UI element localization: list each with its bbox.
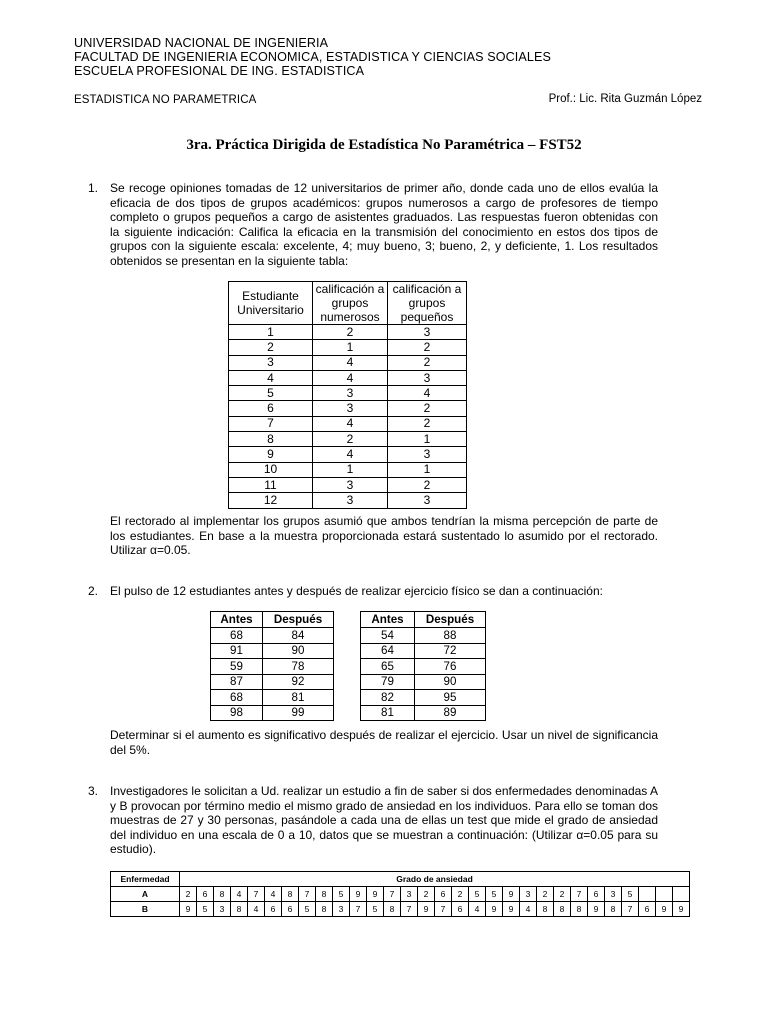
table-cell: 9 <box>180 902 197 917</box>
table-cell: 5 <box>622 887 639 902</box>
table-cell: 64 <box>361 643 415 659</box>
table-cell: 8 <box>605 902 622 917</box>
question-3-number: 3. <box>88 784 99 798</box>
table-row <box>229 493 467 508</box>
table-row <box>211 705 334 721</box>
table-cell: 1 <box>313 340 388 355</box>
table-row <box>229 340 467 355</box>
table-cell: 3 <box>313 401 388 416</box>
table-row <box>211 690 334 706</box>
table-cell: 9 <box>350 887 367 902</box>
table-cell: 6 <box>229 401 313 416</box>
table-cell: 5 <box>333 887 350 902</box>
table-cell: 1 <box>229 325 313 340</box>
question-2-text: El pulso de 12 estudiantes antes y después de realizar ejercicio físico se dan a continuación: <box>110 584 603 598</box>
table-cell: 3 <box>388 370 467 385</box>
col-header-anxiety: Grado de ansiedad <box>180 872 690 887</box>
table-cell: 8 <box>316 902 333 917</box>
pulse-table-right-body <box>361 628 486 721</box>
table-cell: 2 <box>229 340 313 355</box>
table-row <box>361 705 486 721</box>
table-cell: 4 <box>388 386 467 401</box>
table-cell: 78 <box>263 659 334 675</box>
table-cell: 2 <box>388 477 467 492</box>
col-header-after: Después <box>263 612 334 628</box>
table-cell: 6 <box>265 902 282 917</box>
table-cell: 8 <box>282 887 299 902</box>
table-row <box>211 674 334 690</box>
table-cell: 7 <box>435 902 452 917</box>
col-header-disease: Enfermedad <box>111 872 180 887</box>
table-cell: 5 <box>367 902 384 917</box>
table-cell: 2 <box>418 887 435 902</box>
table-cell: 89 <box>415 705 486 721</box>
table-cell: 8 <box>231 902 248 917</box>
table-cell: 4 <box>265 887 282 902</box>
table-cell: 4 <box>313 447 388 462</box>
school-name: ESCUELA PROFESIONAL DE ING. ESTADISTICA <box>74 64 365 78</box>
table-cell: 9 <box>486 902 503 917</box>
table-cell: 88 <box>415 628 486 644</box>
table-cell: 7 <box>571 887 588 902</box>
table-cell: 87 <box>211 674 263 690</box>
table-row <box>211 643 334 659</box>
table-cell: 7 <box>248 887 265 902</box>
table-cell: 1 <box>313 462 388 477</box>
table-cell: 9 <box>367 887 384 902</box>
table-cell: 4 <box>520 902 537 917</box>
table-cell: 91 <box>211 643 263 659</box>
table-row <box>229 432 467 447</box>
table-cell: 98 <box>211 705 263 721</box>
table-cell: 7 <box>622 902 639 917</box>
table-cell: 9 <box>588 902 605 917</box>
pulse-table-left-body <box>211 628 334 721</box>
table-cell: 9 <box>503 887 520 902</box>
table-cell: 3 <box>605 887 622 902</box>
table-row <box>229 416 467 431</box>
table-cell: 3 <box>401 887 418 902</box>
table-cell: 81 <box>361 705 415 721</box>
table-cell: 4 <box>231 887 248 902</box>
table-row <box>229 355 467 370</box>
question-1-followup: El rectorado al implementar los grupos asumió que ambos tendrían la misma percepción de parte de los estudiantes. En base a la muestra proporcionada estará sustentado lo asumido por el rectorado. Utilizar α=0.05. <box>110 514 658 558</box>
col-header-after: Después <box>415 612 486 628</box>
table-cell: 7 <box>384 887 401 902</box>
table-cell: 9 <box>503 902 520 917</box>
table-cell: 3 <box>333 902 350 917</box>
table-row <box>361 643 486 659</box>
faculty-name: FACULTAD DE INGENIERIA ECONOMICA, ESTADISTICA Y CIENCIAS SOCIALES <box>74 50 552 64</box>
table-cell: 82 <box>361 690 415 706</box>
table-cell: 6 <box>452 902 469 917</box>
table-cell: 9 <box>229 447 313 462</box>
table-cell: 81 <box>263 690 334 706</box>
disease-b-row <box>111 902 690 917</box>
table-row <box>211 628 334 644</box>
table-cell: 68 <box>211 690 263 706</box>
col-header-large-groups: calificación a grupos numerosos <box>313 282 388 325</box>
table-cell: 84 <box>263 628 334 644</box>
page-title: 3ra. Práctica Dirigida de Estadística No Paramétrica – FST52 <box>186 137 582 153</box>
table-cell: 2 <box>537 887 554 902</box>
col-header-before: Antes <box>211 612 263 628</box>
table-cell: 6 <box>639 902 656 917</box>
table-cell: 8 <box>571 902 588 917</box>
table-cell: 76 <box>415 659 486 675</box>
question-2-followup: Determinar si el aumento es significativo después de realizar el ejercicio. Usar un nivel de significancia del 5%. <box>110 728 658 757</box>
table-cell: 95 <box>415 690 486 706</box>
table-cell: 8 <box>229 432 313 447</box>
table-cell: 5 <box>197 902 214 917</box>
table-row <box>229 325 467 340</box>
table-cell: 8 <box>384 902 401 917</box>
table-cell: 6 <box>282 902 299 917</box>
professor-name: Prof.: Lic. Rita Guzmán López <box>548 93 702 105</box>
table-row <box>211 659 334 675</box>
question-1-number: 1. <box>88 181 99 195</box>
table-row <box>361 628 486 644</box>
table-cell: 90 <box>415 674 486 690</box>
table-row <box>229 462 467 477</box>
table-cell: 2 <box>388 416 467 431</box>
ratings-table <box>228 281 467 509</box>
table-cell: 3 <box>520 887 537 902</box>
table-cell: 9 <box>673 902 690 917</box>
table-cell <box>673 887 690 902</box>
table-cell: 3 <box>388 325 467 340</box>
table-cell: 5 <box>299 902 316 917</box>
table-cell: 4 <box>313 355 388 370</box>
table-row <box>229 447 467 462</box>
table-cell: 7 <box>401 902 418 917</box>
table-cell: 90 <box>263 643 334 659</box>
table-cell: 2 <box>388 401 467 416</box>
table-cell: 65 <box>361 659 415 675</box>
table-cell: 7 <box>299 887 316 902</box>
question-2-number: 2. <box>88 584 99 598</box>
table-cell: 9 <box>656 902 673 917</box>
table-cell: 8 <box>537 902 554 917</box>
table-cell: 2 <box>180 887 197 902</box>
table-cell: 3 <box>388 493 467 508</box>
table-cell: 2 <box>388 355 467 370</box>
disease-a-row <box>111 887 690 902</box>
pulse-table-right <box>360 611 486 721</box>
table-cell: 3 <box>214 902 231 917</box>
table-cell: 4 <box>469 902 486 917</box>
table-cell: 8 <box>554 902 571 917</box>
table-cell: 3 <box>388 447 467 462</box>
table-cell: 4 <box>313 416 388 431</box>
col-header-before: Antes <box>361 612 415 628</box>
table-cell: 2 <box>452 887 469 902</box>
table-cell: 9 <box>418 902 435 917</box>
table-header-row <box>111 872 690 887</box>
question-1-text: Se recoge opiniones tomadas de 12 universitarios de primer año, donde cada uno de ellos evalúa la eficacia de dos tipos de grupos académicos: grupos numerosos a cargo de profesores de tiempo completo o grupos pequeños a cargo de asistentes graduados. Las respuestas fueron obtenidas con la siguiente indicación: Califica la eficacia en la transmisión del conocimiento en estos dos tipos de grupos con la siguiente escala: excelente, 4; muy bueno, 3; bueno, 2, y deficiente, 1. Los resultados obtenidos se presentan en la siguiente tabla: <box>110 181 658 268</box>
table-header-row <box>211 612 334 628</box>
table-cell: 72 <box>415 643 486 659</box>
table-cell: 54 <box>361 628 415 644</box>
col-header-student: Estudiante Universitario <box>229 282 313 325</box>
table-cell: 5 <box>469 887 486 902</box>
table-cell: 3 <box>313 386 388 401</box>
table-row <box>229 401 467 416</box>
table-row <box>229 386 467 401</box>
table-header-row <box>361 612 486 628</box>
table-cell: 4 <box>229 370 313 385</box>
table-cell <box>639 887 656 902</box>
table-cell: 4 <box>313 370 388 385</box>
table-cell: 3 <box>313 493 388 508</box>
row-label-b: B <box>111 902 180 917</box>
table-row <box>229 477 467 492</box>
table-cell: 1 <box>388 462 467 477</box>
table-cell: 7 <box>229 416 313 431</box>
table-cell: 7 <box>350 902 367 917</box>
table-cell: 6 <box>197 887 214 902</box>
table-row <box>361 674 486 690</box>
pulse-table-left <box>210 611 334 721</box>
table-row <box>361 690 486 706</box>
col-header-small-groups: calificación a grupos pequeños <box>388 282 467 325</box>
table-cell: 3 <box>229 355 313 370</box>
table-cell: 59 <box>211 659 263 675</box>
table-cell: 2 <box>554 887 571 902</box>
university-name: UNIVERSIDAD NACIONAL DE INGENIERIA <box>74 36 329 50</box>
anxiety-table <box>110 871 690 917</box>
row-label-a: A <box>111 887 180 902</box>
ratings-table-body <box>229 325 467 509</box>
table-cell: 99 <box>263 705 334 721</box>
table-cell: 2 <box>313 325 388 340</box>
table-cell: 5 <box>229 386 313 401</box>
question-3-text: Investigadores le solicitan a Ud. realizar un estudio a fin de saber si dos enfermedades denominadas A y B provocan por término medio el mismo grado de ansiedad en los individuos. Para ello se toman dos muestras de 27 y 30 personas, pasándole a cada una de ellas un test que mide el grado de ansiedad del individuo en una escala de 0 a 10, datos que se muestran a continuación: (Utilizar α=0.05 para su estudio). <box>110 784 658 857</box>
table-cell: 4 <box>248 902 265 917</box>
table-cell: 8 <box>214 887 231 902</box>
table-cell: 2 <box>388 340 467 355</box>
table-cell: 68 <box>211 628 263 644</box>
course-name: ESTADISTICA NO PARAMETRICA <box>74 94 257 106</box>
table-cell <box>656 887 673 902</box>
table-cell: 79 <box>361 674 415 690</box>
table-cell: 6 <box>435 887 452 902</box>
table-cell: 5 <box>486 887 503 902</box>
table-cell: 3 <box>313 477 388 492</box>
table-cell: 11 <box>229 477 313 492</box>
table-row <box>361 659 486 675</box>
table-cell: 10 <box>229 462 313 477</box>
table-cell: 8 <box>316 887 333 902</box>
table-cell: 6 <box>588 887 605 902</box>
table-cell: 2 <box>313 432 388 447</box>
table-cell: 92 <box>263 674 334 690</box>
table-cell: 1 <box>388 432 467 447</box>
table-header-row <box>229 282 467 325</box>
table-cell: 12 <box>229 493 313 508</box>
table-row <box>229 370 467 385</box>
